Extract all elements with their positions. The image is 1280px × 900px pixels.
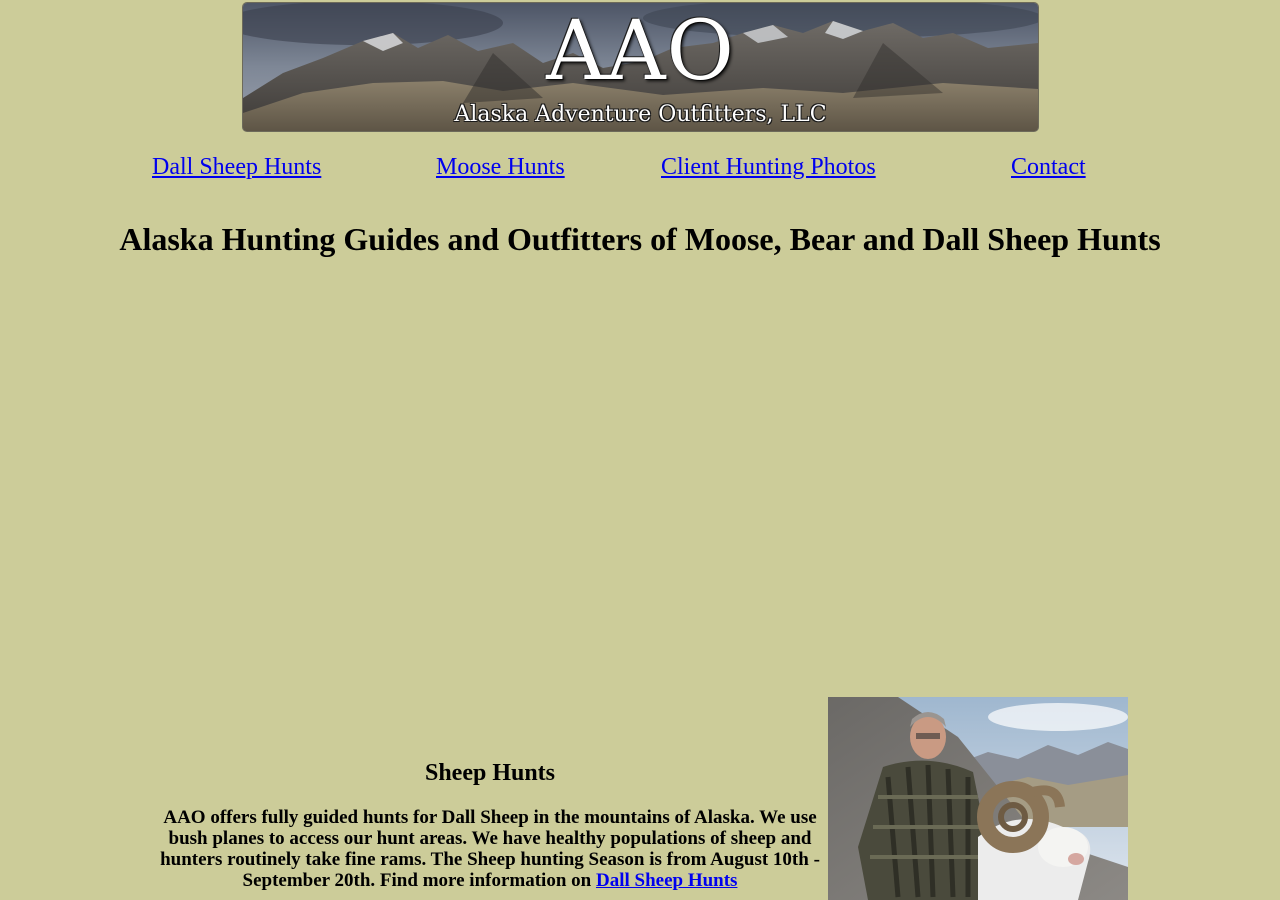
nav-link-contact[interactable]: Contact xyxy=(1011,154,1086,180)
nav-link-client-hunting-photos[interactable]: Client Hunting Photos xyxy=(661,154,876,180)
nav-link-dall-sheep-hunts[interactable]: Dall Sheep Hunts xyxy=(152,154,322,180)
nav-link-moose-hunts[interactable]: Moose Hunts xyxy=(436,154,565,180)
banner-logo-text: AAO xyxy=(546,4,735,99)
section-title-sheep-hunts: Sheep Hunts xyxy=(424,760,556,786)
dall-sheep-hunts-link[interactable]: Dall Sheep Hunts xyxy=(595,870,738,891)
sheep-hunts-body-text: AAO offers fully guided hunts for Dall Sheep in the mountains of Alaska. We use bush planes to access our hunt areas. We have healthy populations of sheep and hunters routinely take fine rams. The Sheep hunting Season is from August 10th - September 20th. Find more information on xyxy=(160,807,820,891)
hunter-with-ram-photo[interactable] xyxy=(828,697,1128,900)
hunter-ram-image xyxy=(828,697,1128,900)
header-banner[interactable] xyxy=(243,3,1038,131)
banner-company-name: Alaska Adventure Outfitters, LLC xyxy=(454,102,827,127)
page-title: Alaska Hunting Guides and Outfitters of Moose, Bear and Dall Sheep Hunts xyxy=(119,221,1161,257)
sheep-hunts-description xyxy=(155,807,825,891)
